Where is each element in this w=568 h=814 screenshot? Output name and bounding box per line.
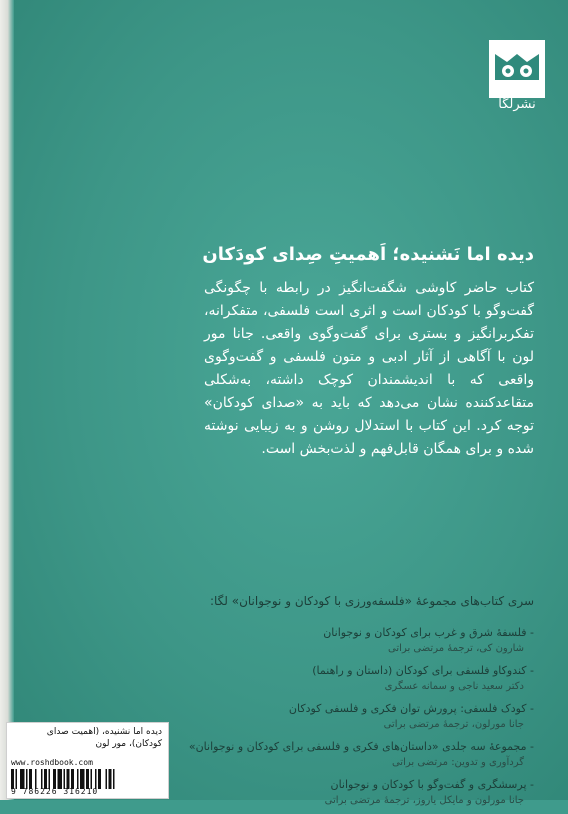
publisher-name: نشرلگا: [498, 97, 536, 112]
series-item-title: - مجموعۀ سه جلدی «داستان‌های فکری و فلسفی برای کودکان و نوجوانان»: [188, 740, 534, 753]
barcode-url: www.roshdbook.com: [11, 758, 93, 767]
series-item-credit: گردآوری و تدوین: مرتضی براتی: [391, 757, 524, 768]
book-heading: دیده اما نَشنیده؛ اَهمیتِ صِدای کودَکان: [202, 244, 534, 265]
series-section: [134, 594, 534, 814]
book-description: کتاب حاضر کاوشی شگفت‌انگیز در رابطه با چگونگی گفت‌وگو با کودکان است و اثری است فلسفی، متفکرانه، تفکربرانگیز و بستری برای گفت‌وگوی واقعی. جانا مور لون با آگاهی از آثار ادبی و متون فلسفی و گفت‌وگوی واقعی که با اندیشمندان کوچک داشته، به‌شکلی متقاعدکننده نشان می‌دهد که باید به «صدای کودکان» توجه کرد. این کتاب با استدلال روشن و به زیبایی نوشته شده و برای همگان قابل‌فهم و لذت‌بخش است.: [204, 280, 534, 457]
blurb: [204, 244, 534, 461]
series-item: [134, 662, 534, 694]
barcode-title: دیده اما نشنیده، (اهمیت صدای کودکان)، مور لون: [46, 727, 162, 749]
series-title: سری کتاب‌های مجموعۀ «فلسفه‌ورزی با کودکان و نوجوانان» لگا:: [209, 594, 534, 608]
series-item-title: - فلسفۀ شرق و غرب برای کودکان و نوجوانان: [323, 626, 534, 639]
barcode-number: 9 786226 316210: [11, 787, 99, 796]
series-item-title: - پرسشگری و گفت‌وگو با کودکان و نوجوانان: [330, 778, 534, 791]
series-item: [134, 738, 534, 770]
series-item-credit: دکتر سعید ناجی و سمانه عسگری: [384, 681, 524, 692]
page-edge: [0, 0, 14, 800]
publisher-owl-logo-icon: [489, 40, 545, 98]
barcode-bars-icon: [11, 769, 161, 789]
series-list: [134, 624, 534, 808]
series-item: [134, 700, 534, 732]
series-item-title: - کندوکاو فلسفی برای کودکان (داستان و راهنما): [312, 664, 534, 677]
series-item-credit: جانا مورلون، ترجمۀ مرتضی براتی: [383, 719, 524, 730]
series-item-credit: شارون کی، ترجمۀ مرتضی براتی: [388, 643, 524, 654]
series-item-credit: جانا مورلون و مایکل یاروز، ترجمۀ مرتضی براتی: [324, 795, 524, 806]
series-item: [134, 624, 534, 656]
series-item-title: - کودک فلسفی: پرورش توان فکری و فلسفی کودکان: [288, 702, 534, 715]
barcode-label: [6, 722, 169, 799]
series-item: [134, 776, 534, 808]
